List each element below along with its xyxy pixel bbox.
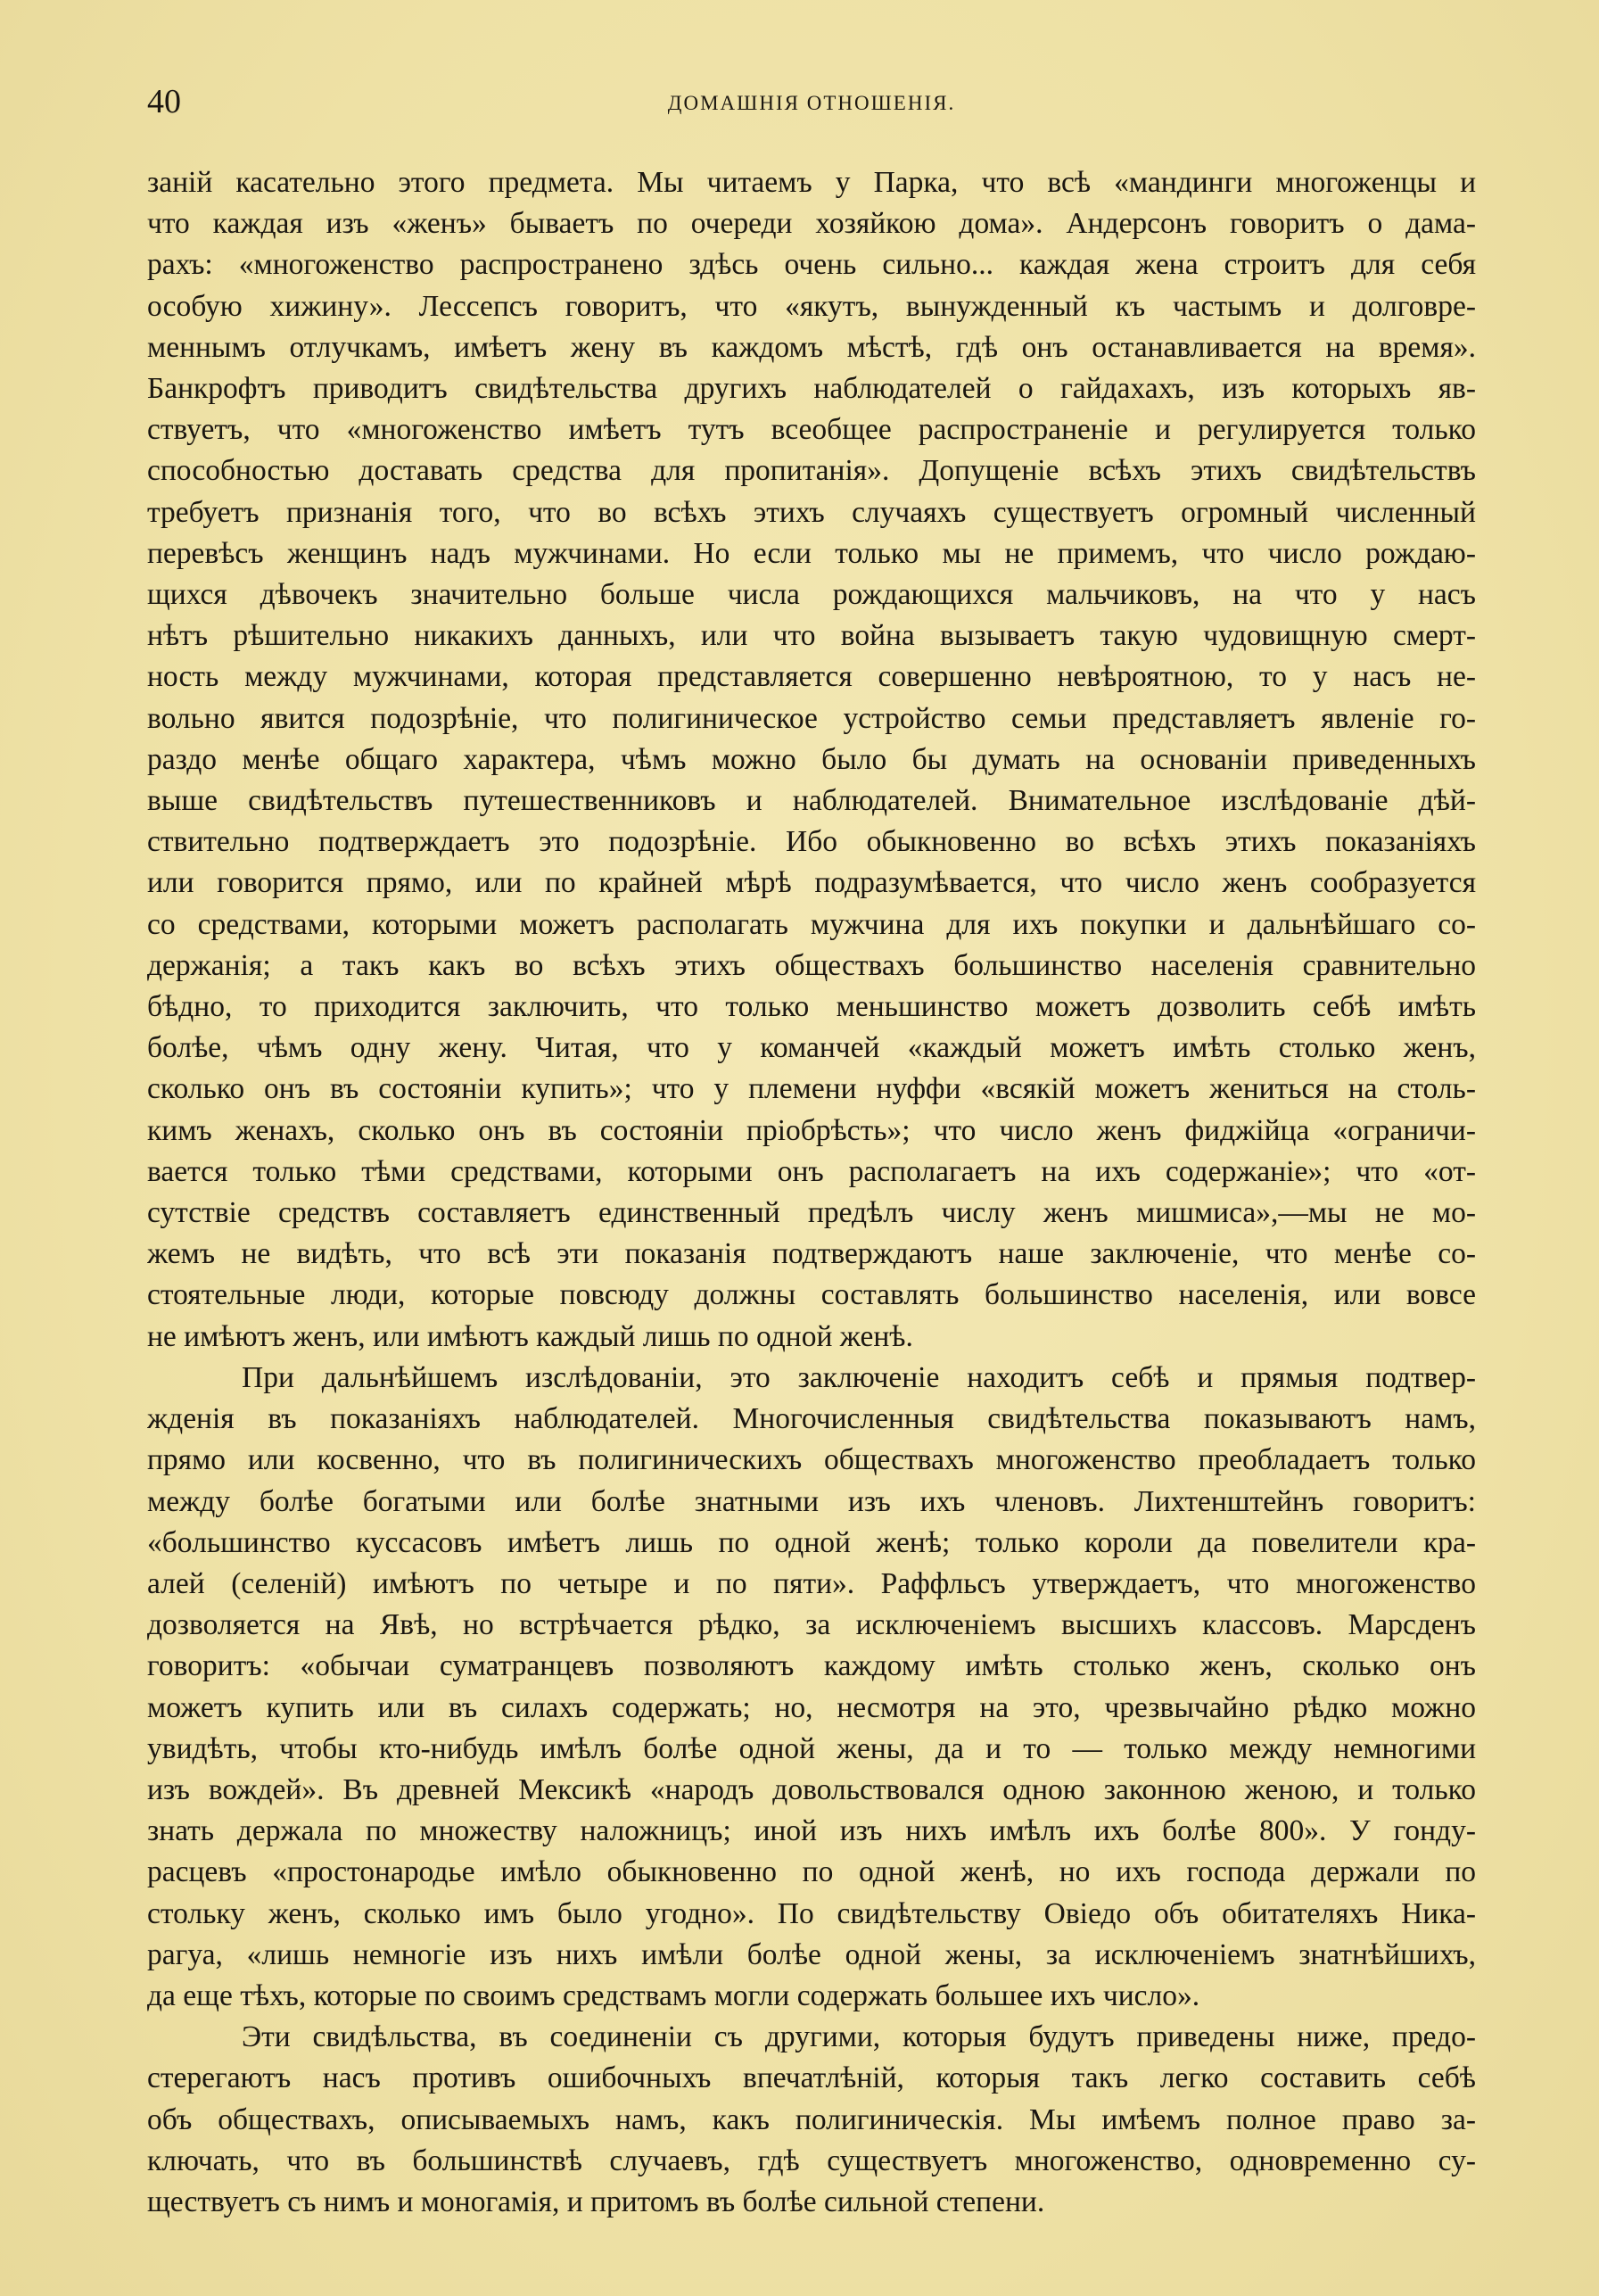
running-title: ДОМАШНІЯ ОТНОШЕНІЯ. xyxy=(667,92,956,114)
text-line: можетъ купить или въ силахъ содержать; но, несмотря на это, чрезвычайно рѣдко можно xyxy=(147,1690,1476,1724)
text-line: ствительно подтверждаетъ это подозрѣніе. Ибо обыкновенно во всѣхъ этихъ показаніяхъ xyxy=(147,825,1476,859)
text-line: или говорится прямо, или по крайней мѣрѣ подразумѣвается, что число женъ сообразуется xyxy=(147,866,1476,900)
text-line: ность между мужчинами, которая представляется совершенно невѣроятною, то у насъ не- xyxy=(147,660,1476,694)
text-line: стерегаютъ насъ противъ ошибочныхъ впечатлѣній, которыя такъ легко составить себѣ xyxy=(147,2061,1476,2095)
text-line: ствуетъ, что «многоженство имѣетъ тутъ всеобщее распространеніе и регулируется только xyxy=(147,413,1476,447)
text-line: рахъ: «многоженство распространено здѣсь очень сильно... каждая жена строитъ для себя xyxy=(147,248,1476,282)
text-line: держанія; а такъ какъ во всѣхъ этихъ обществахъ большинство населенія сравнительно xyxy=(147,948,1476,982)
text-line: стольку женъ, сколько имъ было угодно». По свидѣтельству Овіедо объ обитателяхъ Ника- xyxy=(147,1896,1476,1930)
text-line: Эти свидѣльства, въ соединеніи съ другими, которыя будутъ приведены ниже, предо- xyxy=(242,2020,1476,2054)
text-line: жемъ не видѣть, что всѣ эти показанія подтверждаютъ наше заключеніе, что менѣе со- xyxy=(147,1237,1476,1271)
text-line: щихся дѣвочекъ значительно больше числа рождающихся мальчиковъ, на что у насъ xyxy=(147,578,1476,612)
text-line: жденія въ показаніяхъ наблюдателей. Многочисленныя свидѣтельства показываютъ намъ, xyxy=(147,1402,1476,1436)
text-line: При дальнѣйшемъ изслѣдованіи, это заключеніе находитъ себѣ и прямыя подтвер- xyxy=(242,1360,1476,1394)
paragraph xyxy=(147,1358,1476,2017)
paragraph xyxy=(147,2017,1476,2223)
text-line: расцевъ «простонародье имѣло обыкновенно по одной женѣ, но ихъ господа держали по xyxy=(147,1855,1476,1889)
text-line: вольно явится подозрѣніе, что полигиническое устройство семьи представляетъ явленіе го- xyxy=(147,701,1476,735)
text-line: дозволяется на Явѣ, но встрѣчается рѣдко, за исключеніемъ высшихъ классовъ. Марсденъ xyxy=(147,1608,1476,1642)
text-line: «большинство куссасовъ имѣетъ лишь по одной женѣ; только короли да повелители кра- xyxy=(147,1525,1476,1559)
text-line: увидѣть, чтобы кто-нибудь имѣлъ болѣе одной жены, да и то — только между немногими xyxy=(147,1731,1476,1765)
body-text xyxy=(147,162,1476,2223)
text-line: не имѣютъ женъ, или имѣютъ каждый лишь по одной женѣ. xyxy=(147,1319,913,1353)
text-line: что каждая изъ «женъ» бываетъ по очереди хозяйкою дома». Андерсонъ говоритъ о дама- xyxy=(147,207,1476,241)
text-line: болѣе, чѣмъ одну жену. Читая, что у команчей «каждый можетъ имѣть столько женъ, xyxy=(147,1031,1476,1065)
text-line: особую хижину». Лессепсъ говоритъ, что «якутъ, вынужденный къ частымъ и долговре- xyxy=(147,289,1476,323)
text-line: меннымъ отлучкамъ, имѣетъ жену въ каждомъ мѣстѣ, гдѣ онъ останавливается на время». xyxy=(147,330,1476,364)
text-line: раздо менѣе общаго характера, чѣмъ можно было бы думать на основаніи приведенныхъ xyxy=(147,742,1476,776)
text-line: стоятельные люди, которые повсюду должны составлять большинство населенія, или вовсе xyxy=(147,1278,1476,1312)
text-line: заній касательно этого предмета. Мы читаемъ у Парка, что всѣ «мандинги многоженцы и xyxy=(147,166,1476,199)
text-line: со средствами, которыми можетъ располагать мужчина для ихъ покупки и дальнѣйшаго со- xyxy=(147,907,1476,941)
text-line: ключать, что въ большинствѣ случаевъ, гдѣ существуетъ многоженство, одновременно су- xyxy=(147,2143,1476,2177)
text-line: объ обществахъ, описываемыхъ намъ, какъ полигиническія. Мы имѣемъ полное право за- xyxy=(147,2102,1476,2136)
text-line: вается только тѣми средствами, которыми онъ располагаетъ на ихъ содержаніе»; что «от- xyxy=(147,1154,1476,1188)
text-line: да еще тѣхъ, которые по своимъ средствамъ могли содержать большее ихъ число». xyxy=(147,1978,1200,2012)
text-line: кимъ женахъ, сколько онъ въ состояніи пріобрѣсть»; что число женъ фиджійца «ограничи- xyxy=(147,1113,1476,1147)
page-header xyxy=(147,82,1476,121)
page-number: 40 xyxy=(147,83,181,120)
text-line: перевѣсъ женщинъ надъ мужчинами. Но если только мы не примемъ, что число рождаю- xyxy=(147,536,1476,570)
text-line: нѣтъ рѣшительно никакихъ данныхъ, или что война вызываетъ такую чудовищную смерт- xyxy=(147,619,1476,653)
paragraph xyxy=(147,162,1476,1358)
text-line: алей (селеній) имѣютъ по четыре и по пяти». Раффльсъ утверждаетъ, что многоженство xyxy=(147,1566,1476,1600)
text-line: знать держала по множеству наложницъ; иной изъ нихъ имѣлъ ихъ болѣе 800». У гонду- xyxy=(147,1814,1476,1848)
text-line: бѣдно, то приходится заключить, что только меньшинство можетъ дозволить себѣ имѣть xyxy=(147,990,1476,1024)
text-line: сколько онъ въ состояніи купить»; что у племени нуффи «всякій можетъ жениться на столь- xyxy=(147,1072,1476,1106)
text-line: требуетъ признанія того, что во всѣхъ этихъ случаяхъ существуетъ огромный численный xyxy=(147,495,1476,529)
text-line: выше свидѣтельствъ путешественниковъ и наблюдателей. Внимательное изслѣдованіе дѣй- xyxy=(147,784,1476,818)
text-line: между болѣе богатыми или болѣе знатными изъ ихъ членовъ. Лихтенштейнъ говоритъ: xyxy=(147,1484,1476,1518)
text-line: ществуетъ съ нимъ и моногамія, и притомъ въ болѣе сильной степени. xyxy=(147,2185,1045,2218)
text-line: способностью доставать средства для пропитанія». Допущеніе всѣхъ этихъ свидѣтельствъ xyxy=(147,454,1476,488)
text-line: прямо или косвенно, что въ полигиническихъ обществахъ многоженство преобладаетъ только xyxy=(147,1443,1476,1477)
text-line: говоритъ: «обычаи суматранцевъ позволяютъ каждому имѣть столько женъ, сколько онъ xyxy=(147,1649,1476,1683)
text-line: сутствіе средствъ составляетъ единственный предѣлъ числу женъ мишмиса»,—мы не мо- xyxy=(147,1196,1476,1230)
text-line: Банкрофтъ приводитъ свидѣтельства другихъ наблюдателей о гайдахахъ, изъ которыхъ яв- xyxy=(147,372,1476,406)
text-line: рагуа, «лишь немногіе изъ нихъ имѣли болѣе одной жены, за исключеніемъ знатнѣйшихъ, xyxy=(147,1937,1476,1971)
text-line: изъ вождей». Въ древней Мексикѣ «народъ довольствовался одною законною женою, и только xyxy=(147,1772,1476,1806)
